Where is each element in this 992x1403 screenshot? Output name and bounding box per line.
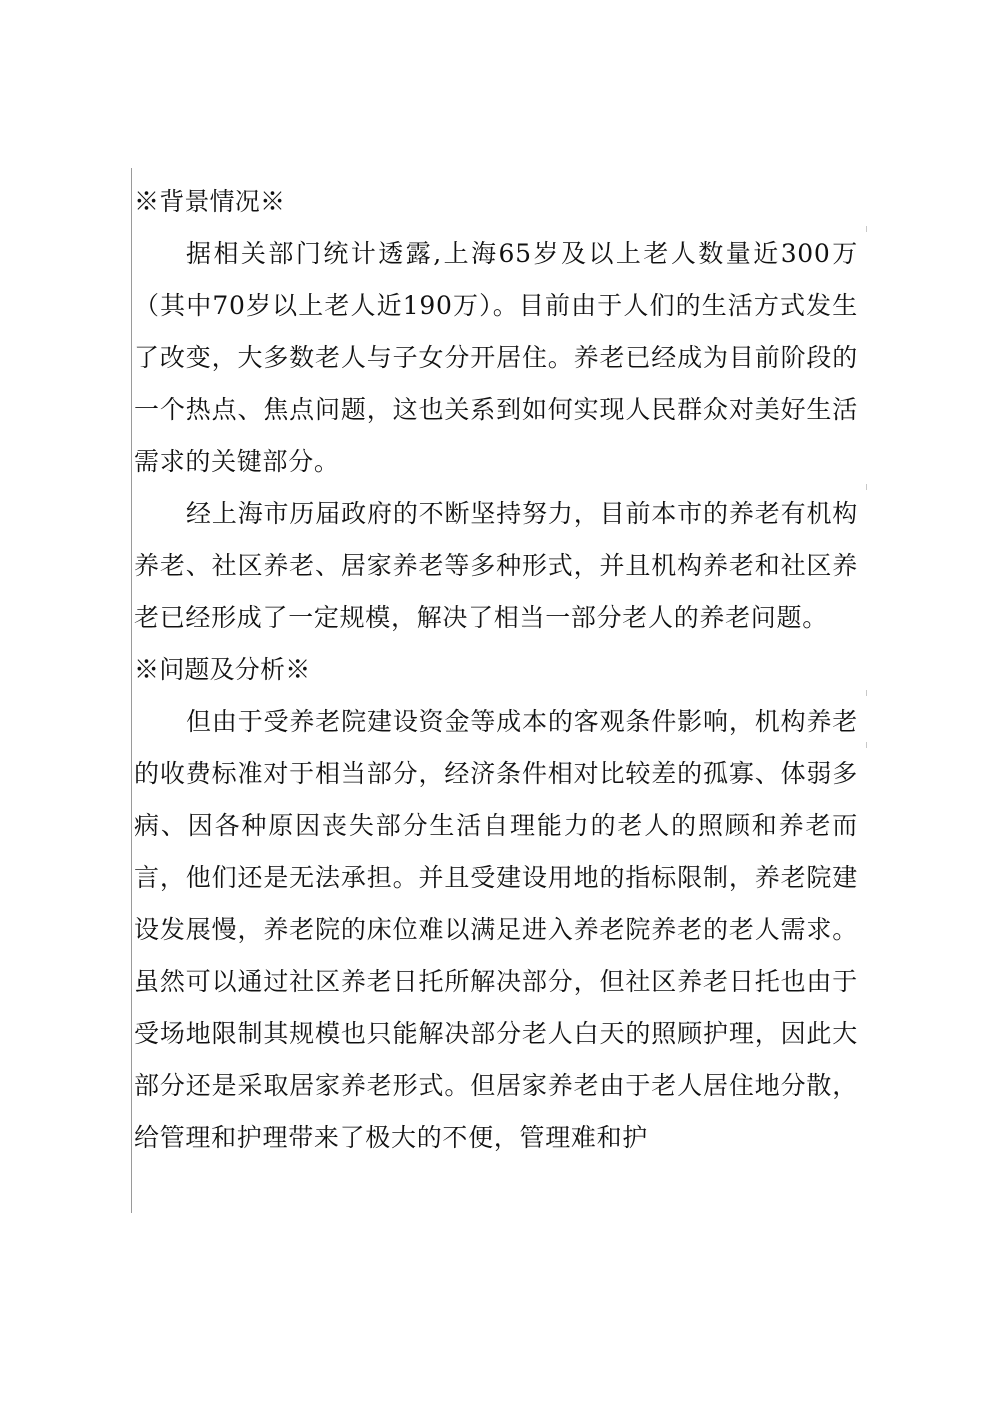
right-margin-mark [866,690,867,696]
right-margin-mark [866,226,867,232]
document-body [134,176,858,1164]
paragraph-problem-analysis: 但由于受养老院建设资金等成本的客观条件影响，机构养老的收费标准对于相当部分，经济条件相对比较差的孤寡、体弱多病、因各种原因丧失部分生活自理能力的老人的照顾和养老而言，他们还是无法承担。并且受建设用地的指标限制，养老院建设发展慢，养老院的床位难以满足进入养老院养老的老人需求。虽然可以通过社区养老日托所解决部分，但社区养老日托也由于受场地限制其规模也只能解决部分老人白天的照顾护理，因此大部分还是采取居家养老形式。但居家养老由于老人居住地分散，给管理和护理带来了极大的不便，管理难和护 [134,707,858,1152]
paragraph-elderly-care-forms: 经上海市历届政府的不断坚持努力，目前本市的养老有机构养老、社区养老、居家养老等多种形式，并且机构养老和社区养老已经形成了一定规模，解决了相当一部分老人的养老问题。 [134,499,858,632]
paragraph-statistics: 据相关部门统计透露,上海65岁及以上老人数量近300万（其中70岁以上老人近190万）。目前由于人们的生活方式发生了改变，大多数老人与子女分开居住。养老已经成为目前阶段的一个热点、焦点问题，这也关系到如何实现人民群众对美好生活需求的关键部分。 [134,239,858,476]
right-margin-mark [866,742,867,748]
section-heading-problems: ※问题及分析※ [134,655,311,684]
left-margin-rule [131,168,132,1213]
right-margin-mark [866,484,867,490]
section-heading-background: ※背景情况※ [134,187,286,216]
